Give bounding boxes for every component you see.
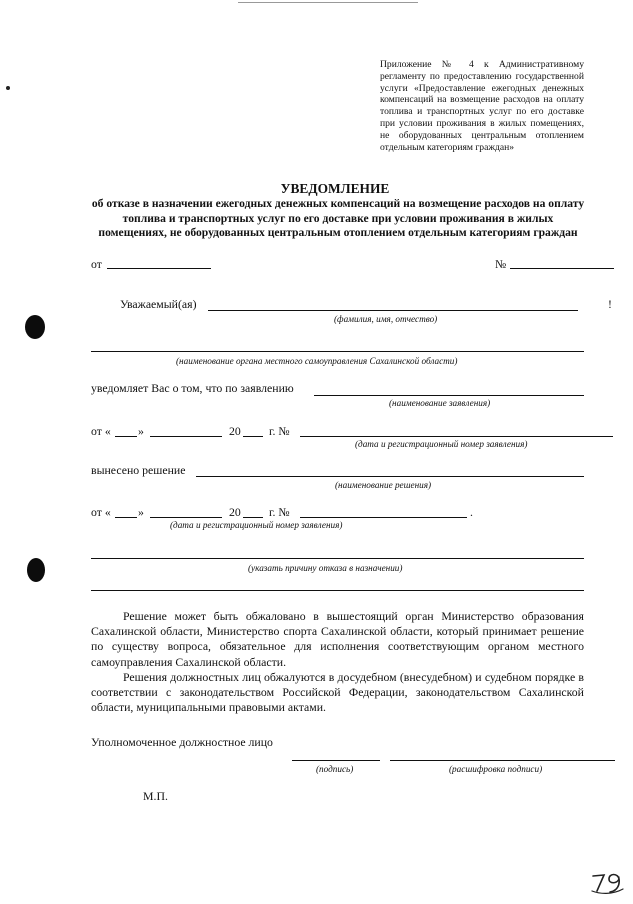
document-subtitle: об отказе в назначении ежегодных денежных компенсаций на возмещение расходов на оплату топлива и транспортных услуг по его доставке при условии проживания в жилых помещениях, не оборудованных центральным отоплением отдельным категориям граждан [91, 197, 585, 240]
date2-reg-number-field[interactable] [300, 517, 467, 518]
date1-month-field[interactable] [150, 436, 222, 437]
date2-month-field[interactable] [150, 517, 222, 518]
date1-year-prefix: 20 [229, 424, 241, 438]
application-field[interactable] [314, 395, 584, 396]
document-title: УВЕДОМЛЕНИЕ [280, 181, 390, 196]
date2-close-quote: » [138, 505, 144, 519]
decision-label: вынесено решение [91, 463, 186, 477]
hint-organization: (наименование органа местного самоуправления Сахалинской области) [176, 356, 458, 366]
signature-field[interactable] [292, 760, 380, 761]
hint-refusal-reason: (указать причину отказа в назначении) [248, 563, 403, 573]
appeal-paragraph: Решение может быть обжаловано в вышестоящий орган Министерство образования Сахалинской области, Министерство спорта Сахалинской области, который принимает решение по существу вопроса, обязательное для исполнения соответствующим органом местного самоуправления Сахалинской области. [91, 609, 584, 669]
date1-year-field[interactable] [243, 436, 263, 437]
hint-name: (фамилия, имя, отчество) [334, 314, 438, 324]
date2-day-field[interactable] [115, 517, 137, 518]
date1-prefix: от « [91, 424, 111, 438]
dear-exclamation: ! [608, 297, 612, 311]
signature-decoding-field[interactable] [390, 760, 615, 761]
date1-day-field[interactable] [115, 436, 137, 437]
scan-top-edge [238, 2, 418, 3]
date1-close-quote: » [138, 424, 144, 438]
hint-date-registration-2: (дата и регистрационный номер заявления) [170, 520, 343, 530]
margin-mark [6, 86, 10, 90]
number-label: № [495, 257, 507, 271]
date2-prefix: от « [91, 505, 111, 519]
hint-signature: (подпись) [316, 764, 354, 774]
number-field[interactable] [510, 268, 614, 269]
official-label: Уполномоченное должностное лицо [91, 735, 273, 749]
date2-period: . [470, 505, 473, 519]
date1-number-label: г. № [269, 424, 290, 438]
stamp-label: М.П. [143, 789, 168, 803]
hint-application: (наименование заявления) [389, 398, 491, 408]
punch-hole-top [25, 315, 45, 339]
recipient-name-field[interactable] [208, 310, 578, 311]
refusal-reason-field-2[interactable] [91, 590, 584, 591]
date2-year-field[interactable] [243, 517, 263, 518]
hint-signature-decoding: (расшифровка подписи) [449, 764, 543, 774]
annex-header: Приложение № 4 к Административному регламенту по предоставлению государственной услуги «Предоставление ежегодных денежных компенсаций на возмещение расходов на оплату топлива и транспортных услуг по его доставке при условии проживания в жилых помещениях, не оборудованных центральным отоплением отдельным категориям граждан» [380, 59, 584, 153]
decision-field[interactable] [196, 476, 584, 477]
date2-year-prefix: 20 [229, 505, 241, 519]
punch-hole-bottom [27, 558, 45, 582]
hint-decision: (наименование решения) [335, 480, 432, 490]
date1-reg-number-field[interactable] [300, 436, 613, 437]
dear-label: Уважаемый(ая) [120, 297, 197, 311]
hint-date-registration: (дата и регистрационный номер заявления) [355, 439, 528, 449]
from-label: от [91, 257, 102, 271]
handwritten-page-number [590, 870, 626, 896]
notify-label: уведомляет Вас о том, что по заявлению [91, 381, 294, 395]
organization-field[interactable] [91, 351, 584, 352]
date2-number-label: г. № [269, 505, 290, 519]
from-date-field[interactable] [107, 268, 211, 269]
court-paragraph: Решения должностных лиц обжалуются в досудебном (внесудебном) и судебном порядке в соответствии с законодательством Российской Федерации, законодательством Сахалинской области, муниципальными правовыми актами. [91, 670, 584, 715]
refusal-reason-field[interactable] [91, 558, 584, 559]
